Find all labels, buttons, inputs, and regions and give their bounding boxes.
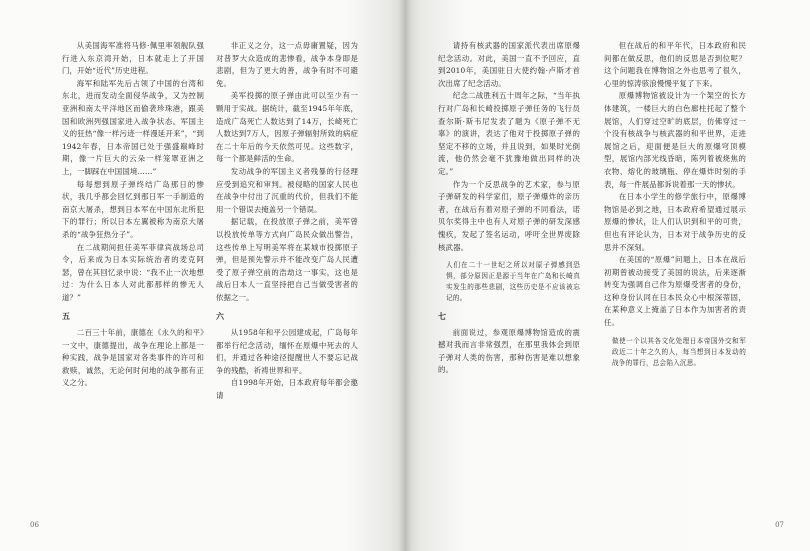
right-page-column-1	[438, 40, 580, 377]
paragraph: 每每想到原子弹终结广岛那日的惨状，我几乎都会回忆到那日军一手制造的南京大屠杀，想到日本军在中国东北所犯下的罪行；所以日本左翼被称为南京大屠杀的“战争狂热分子”。	[62, 179, 204, 239]
paragraph: 非正义之分，这一点毋庸置疑，因为对普罗大众造成的悲惨看，战争本身即是悲剧，但为了更大的善，战争有时不可避免。	[216, 41, 358, 88]
paragraph: 原爆博物馆被设计为一个架空的长方体建筑，一楼巨大的白色廊柱托起了整个展馆，人们穿过空旷的底层，仿佛穿过一个没有核战争与核武器的和平世界，走进展馆之后，迎面便是巨大的原爆穹顶模型，展馆内部光线昏暗，陈列着被烧焦的衣物、熔化的玻璃瓶、停在爆炸时刻的手表，每一件展品都诉说着那一天的惨状。	[604, 91, 746, 189]
paragraph: 美军投掷的原子弹由此可以至少有一颗用于实战。据统计，截至1945年年底，造成广岛死亡人数达到了14万，长崎死亡人数达到7万人，因原子弹辐射所致的病症在二十年后的今天依然可见。这些数字，每一个都是鲜活的生命。	[216, 91, 358, 164]
section-heading: 五	[62, 311, 71, 322]
paragraph: 二百三十年前，康德在《永久的和平》一文中，康德提出，战争在理论上都是一种实践，战争是国家对各类事件的许可和救赎，诚然，无论何时何地的战争都有正义之分。	[62, 328, 204, 388]
block-quote: 做使一个以其各文化处理日本帝国外交和军政近二十年之久的人，每当想到日本发动的战争的罪行，总会陷入沉思。	[612, 336, 746, 367]
paragraph: 从1958年和平公园建成起，广岛每年都举行纪念活动，缅怀在原爆中死去的人们，并通过各种途径提醒世人不要忘记战争的残酷，祈祷世界和平。	[216, 328, 358, 375]
book-gutter-shadow	[398, 0, 412, 551]
page-number-right: 07	[775, 521, 784, 529]
paragraph: 据记载，在投放原子弹之前，美军曾以投放传单等方式向广岛民众做出警告，这些传单上写明美军将在某城市投掷原子弹，但是预先警示并不能改变广岛人民遭受了原子弹空前的浩劫这一事实，这也是战后日本人一直坚持把自己当做受害者的依据之一。	[216, 217, 358, 302]
block-quote: 人们在二十一世纪之所以对原子弹感到恐惧，部分原因正是源于当年在广岛和长崎真实发生的那些悲剧，这些历史是不应该被忘记的。	[446, 261, 580, 303]
paragraph: 作为一个反思战争的艺术家，参与原子弹研发的科学家们，原子弹爆炸的亲历者，在战后有着对原子弹的不同看法，诺贝尔奖得主中也有人对原子弹的研发深感愧疚，发起了签名运动，呼吁全世界废除核武器。	[438, 179, 580, 252]
left-page-column-1	[62, 40, 204, 390]
section-heading: 六	[216, 311, 225, 322]
paragraph: 请持有核武器的国家派代表出席原爆纪念活动。对此，美国一直不予回应，直到2010年，美国驻日大使约翰·卢斯才首次出席了纪念活动。	[438, 41, 580, 88]
paragraph: 发动战争的军国主义者残暴的行径理应受到追究和审判。被侵略的国家人民也在战争中付出了沉重的代价，但我们不能用一个错误去掩盖另一个错误。	[216, 166, 358, 214]
paragraph: 纪念二战胜利五十周年之际，“当年执行对广岛和长崎投掷原子弹任务的飞行员查尔斯·斯韦尼发表了题为《原子弹不无辜》的演讲，表达了他对于投掷原子弹的坚定不移的立场，并且说到，如果时光倒流，他仍然会毫不犹豫地做出同样的决定。”	[438, 91, 580, 176]
paragraph: 在日本小学生的修学旅行中，原爆博物馆是必到之地，日本政府希望通过展示原爆的惨状，让人们认识到和平的可贵，但也有评论认为，日本对于战争历史的反思并不深刻。	[604, 192, 746, 252]
paragraph: 在二战期间担任美军菲律宾战场总司令，后来成为日本实际统治者的麦克阿瑟，曾在其回忆录中说：“我不止一次地想过：为什么日本人对此都那样的惨无人道？”	[62, 242, 204, 302]
page-number-left: 06	[30, 521, 39, 529]
paragraph: 前面说过，参观原爆博物馆造成的震撼对我而言非常强烈，在那里我体会到原子弹对人类的伤害，那种伤害是难以想象的。	[438, 327, 580, 375]
paragraph: 但在战后的和平年代，日本政府和民间都在做反思，他们的反思是否到位呢？这个问题我在博物馆之外也思考了很久，心里的惊涛骇浪慢慢平复了下来。	[604, 41, 746, 88]
paragraph: 在美国的“原爆”问题上，日本在战后初期曾被动接受了美国的说法，后来逐渐转变为强调自己作为原爆受害者的身份，这种身份认同在日本民众心中根深蒂固，在某种意义上掩盖了日本作为加害者的责任。	[604, 255, 746, 328]
left-page-column-2	[216, 40, 358, 403]
right-page-column-2	[604, 40, 746, 375]
paragraph: 从美国海军准将马修·佩里率领舰队强行进入东京湾开始，日本就走上了开国门，开始“近代”历史进程。	[62, 41, 204, 76]
right-page	[405, 0, 810, 551]
paragraph: 海军和陆军先后占领了中国的台湾和东北，进而发动全面侵华战争，又为控制亚洲和南太平洋地区而偷袭珍珠港，跟美国和欧洲列强国家进入战争状态。军国主义的狂热“像一样污迹一样漫延开来”，“到1942年春，日本帝国已处于强盛巅峰时期，像一片巨大的云朵一样笼罩亚洲之上，一脚踩在中国国境……”	[62, 78, 204, 176]
paragraph: 自1998年开始，日本政府每年都会邀请	[216, 378, 358, 401]
section-heading: 七	[438, 311, 447, 322]
